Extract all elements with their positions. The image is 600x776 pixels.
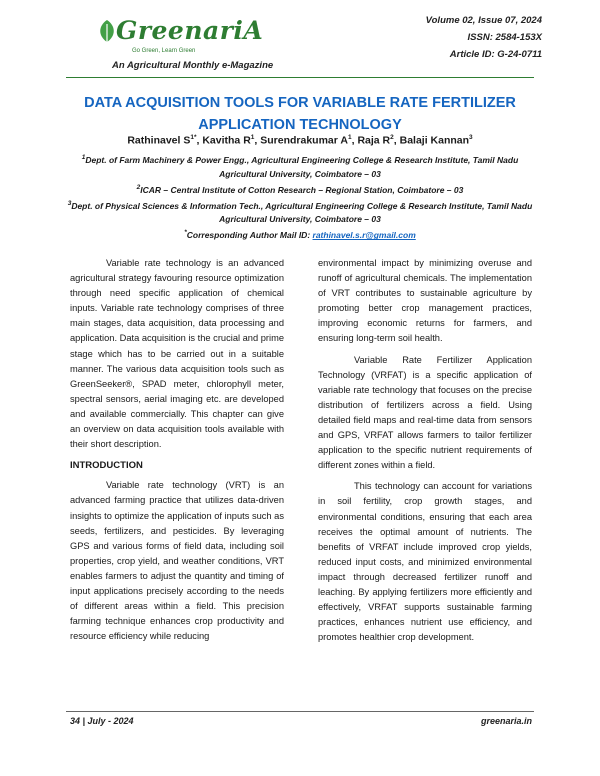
affiliation: $^2$ICAR – Central Institute of Cotton Research – Regional Station, Coimbatore – 03	[136, 183, 464, 195]
author: Surendrakumar A	[260, 134, 348, 147]
author: Rathinavel S	[127, 134, 191, 147]
right-column	[318, 256, 532, 651]
issue-meta	[426, 12, 542, 63]
section-heading: INTRODUCTION	[70, 460, 143, 472]
body-paragraph: Variable rate technology (VRT) is an advanced farming practice that utilizes data-driven insights to optimize the application of inputs such as seeds, fertilizers, and pesticides. By leveraging GPS and various forms of field data, including soil properties, crop yield, and weather conditions, VRT enables farmers to adjust the quantity and timing of input applications precisely according to the needs of different areas within a field. This precision farming technique enhances crop productivity and resource efficiency while reducing	[70, 480, 284, 642]
logo-tagline: Go Green, Learn Green	[132, 48, 196, 54]
header-divider	[66, 77, 534, 78]
magazine-subtitle: An Agricultural Monthly e-Magazine	[112, 60, 274, 71]
corresponding-author: *Corresponding Author Mail ID: rathinavel.s.r@gmail.com	[184, 229, 416, 241]
affiliations	[60, 151, 540, 242]
page-number: 34 | July - 2024	[70, 716, 134, 726]
author-list: Rathinavel $S^{1*}$, Kavitha $R^1$, Surendrakumar $A^1$, Raja $R^2$, Balaji Kannan$^3$	[127, 134, 473, 147]
author: Kavitha R	[202, 134, 251, 147]
body-paragraph: Variable Rate Fertilizer Application Technology (VRFAT) is a specific application of variable rate technology that focuses on the precise distribution of fertilizers across a field. Using detailed field maps and real-time data from sensors and GPS, VRFAT allows farmers to tailor fertilizer application to the specific nutrient requirements of different zones within a field.	[318, 354, 532, 471]
issn-info: ISSN: 2584-153X	[467, 32, 542, 43]
leaf-icon	[96, 18, 118, 44]
left-column	[70, 256, 284, 650]
affiliation: $^1$Dept. of Farm Machinery & Power Engg., Agricultural Engineering College & Research Institute, Tamil Nadu Agricultural University, Coimbatore – 03	[81, 154, 519, 179]
body-paragraph: environmental impact by minimizing overuse and runoff of agricultural chemicals. The implementation of VRT contributes to sustainable agriculture by promoting better crop management practices, improving economic returns for farmers, and ensuring long-term soil health.	[318, 258, 532, 344]
volume-info: Volume 02, Issue 07, 2024	[425, 15, 542, 26]
article-id: Article ID: G-24-0711	[449, 49, 542, 60]
abstract-paragraph: Variable rate technology is an advanced agricultural strategy favouring resource optimization through need specific application of chemical inputs. Variable rate technology comprises of three main stages, data acquisition, data processing and application. Data acquisition is the crucial and prime stage which has to be carried out in a suitable manner. The various data acquisition tools such as GreenSeeker®, SPAD meter, chlorophyll meter, spectral sensors, aerial imaging etc. are developed and available commercially. This chapter can give an overview on data acquisition tools available with their short description.	[70, 258, 284, 450]
greenaria-logo	[92, 14, 264, 58]
body-paragraph: This technology can account for variations in soil fertility, crop growth stages, and environmental conditions, ensuring that each area receives the optimal amount of nutrients. The benefits of VRFAT include improved crop yields, reduced input costs, and minimized environmental impact through decreased fertilizer runoff and leaching. By applying fertilizers more efficiently and effectively, VRFAT supports sustainable farming practices, enhances nutrient use efficiency, and promotes healthier crop development.	[318, 481, 532, 643]
footer-divider	[66, 711, 534, 712]
logo-wordmark: GreenariA	[116, 16, 264, 45]
affiliation: $^3$Dept. of Physical Sciences & Information Tech., Agricultural Engineering College & Research Institute, Tamil Nadu Agricultural University, Coimbatore – 03	[67, 199, 533, 225]
email-link[interactable]: rathinavel.s.r@gmail.com	[312, 230, 416, 241]
site-link[interactable]: greenaria.in	[480, 716, 532, 726]
article-title: DATA ACQUISITION TOOLS FOR VARIABLE RATE FERTILIZER APPLICATION TECHNOLOGY	[84, 95, 516, 133]
author: Balaji Kannan	[399, 134, 470, 147]
author: Raja R	[357, 134, 391, 147]
page-header	[0, 0, 600, 80]
